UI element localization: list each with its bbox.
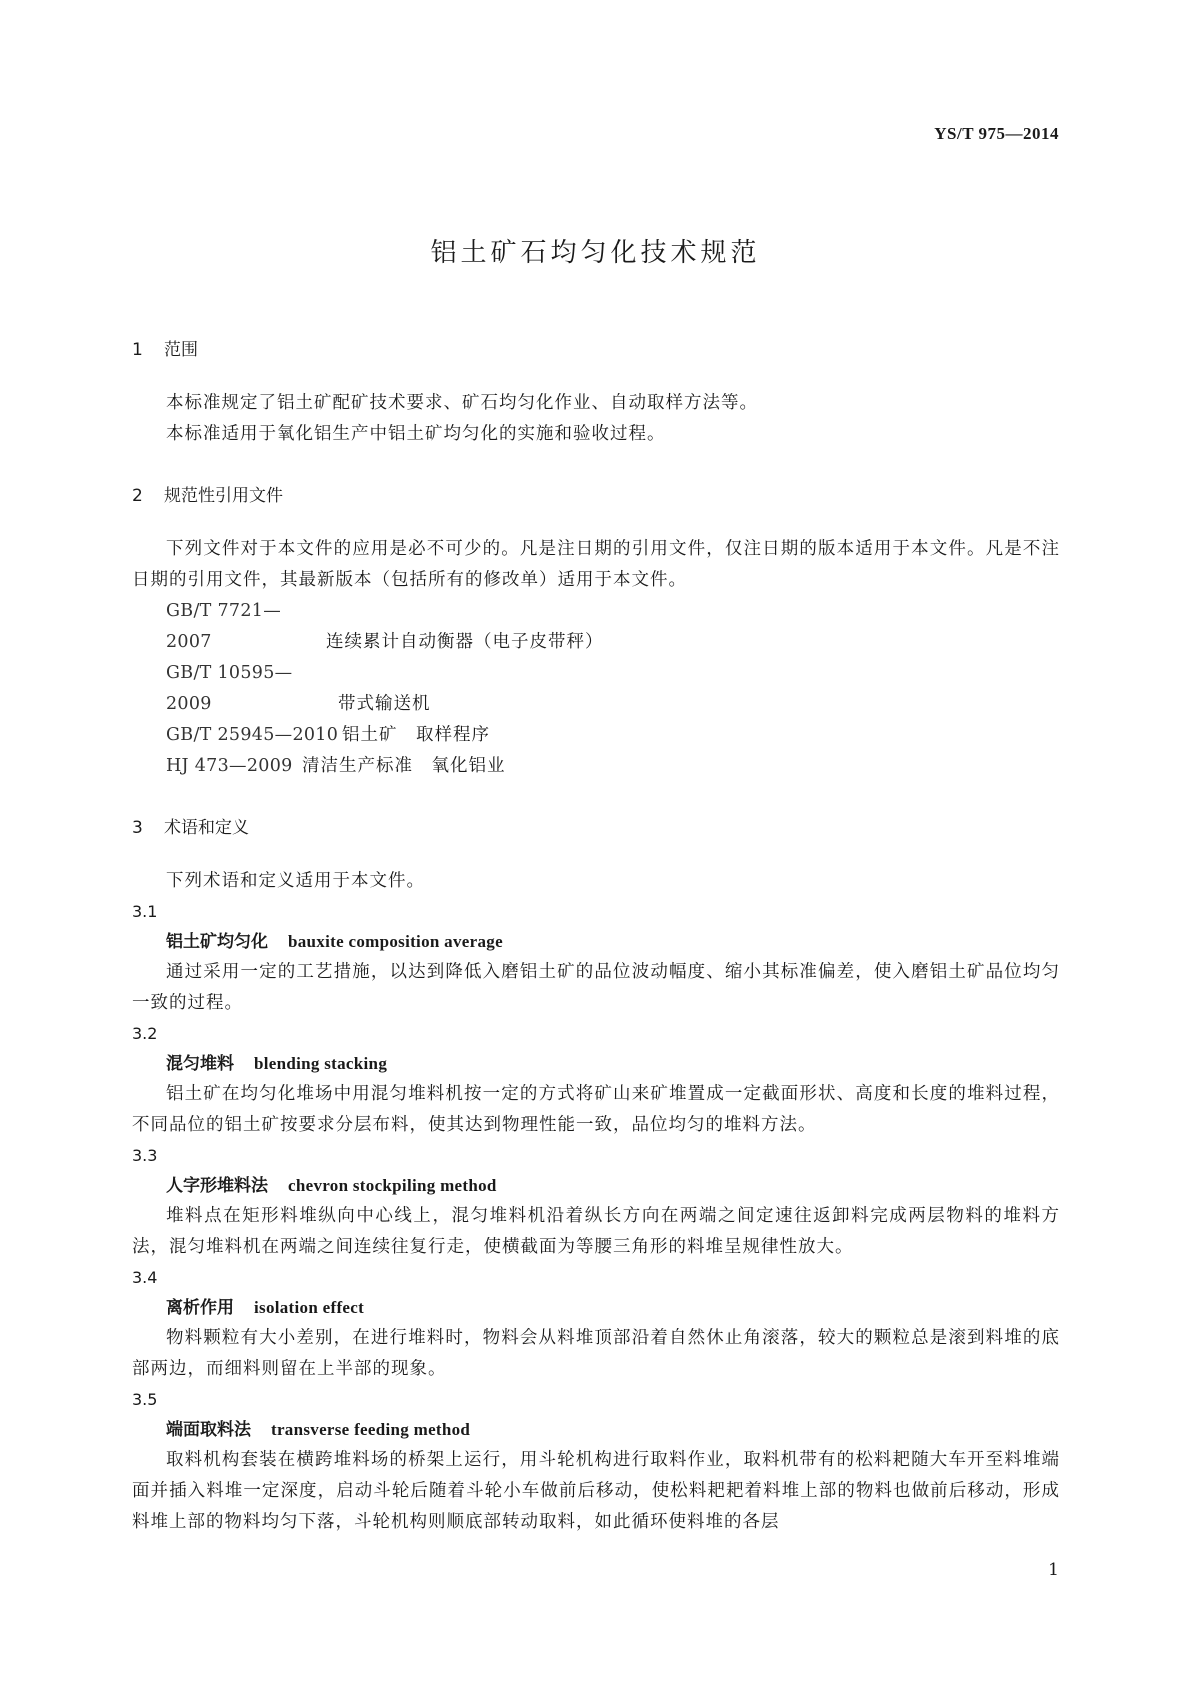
term-number: 3.3 bbox=[132, 1146, 158, 1165]
term-english-name: chevron stockpiling method bbox=[288, 1176, 497, 1195]
reference-code: GB/T 7721—2007 bbox=[166, 601, 282, 652]
term-title bbox=[132, 1415, 1060, 1445]
term-chinese-name: 铝土矿均匀化 bbox=[166, 932, 268, 952]
term-number: 3.4 bbox=[132, 1268, 158, 1287]
reference-item bbox=[132, 658, 1060, 720]
term-title bbox=[132, 927, 1060, 957]
term-number: 3.1 bbox=[132, 902, 158, 921]
reference-name: 带式输送机 bbox=[338, 694, 431, 714]
term-chinese-name: 离析作用 bbox=[166, 1298, 234, 1318]
term-english-name: blending stacking bbox=[254, 1054, 388, 1073]
term-chinese-name: 混匀堆料 bbox=[166, 1054, 234, 1074]
section-title: 术语和定义 bbox=[164, 818, 249, 838]
reference-name: 连续累计自动衡器（电子皮带秤） bbox=[326, 632, 604, 652]
reference-code: HJ 473—2009 bbox=[166, 756, 293, 776]
section-heading-normative-references bbox=[132, 480, 1060, 512]
paragraph: 下列文件对于本文件的应用是必不可少的。凡是注日期的引用文件，仅注日期的版本适用于本文件。凡是不注日期的引用文件，其最新版本（包括所有的修改单）适用于本文件。 bbox=[132, 539, 1060, 590]
reference-item bbox=[132, 720, 1060, 751]
section-number: 3 bbox=[132, 818, 143, 838]
reference-code: GB/T 10595—2009 bbox=[166, 663, 293, 714]
section-heading-terms-definitions bbox=[132, 812, 1060, 844]
term-chinese-name: 人字形堆料法 bbox=[166, 1176, 268, 1196]
term-title bbox=[132, 1049, 1060, 1079]
term-definition: 物料颗粒有大小差别，在进行堆料时，物料会从料堆顶部沿着自然休止角滚落，较大的颗粒总是滚到料堆的底部两边，而细料则留在上半部的现象。 bbox=[132, 1328, 1060, 1379]
term-title bbox=[132, 1171, 1060, 1201]
document-body bbox=[132, 334, 1060, 1538]
term-number: 3.2 bbox=[132, 1024, 158, 1043]
reference-item bbox=[132, 751, 1060, 782]
term-title bbox=[132, 1293, 1060, 1323]
paragraph: 下列术语和定义适用于本文件。 bbox=[166, 871, 425, 891]
reference-name: 铝土矿 取样程序 bbox=[342, 725, 490, 745]
paragraph: 本标准规定了铝土矿配矿技术要求、矿石均匀化作业、自动取样方法等。 bbox=[166, 393, 758, 413]
section-heading-scope bbox=[132, 334, 1060, 366]
term-english-name: bauxite composition average bbox=[288, 932, 503, 951]
reference-name: 清洁生产标准 氧化铝业 bbox=[302, 756, 506, 776]
term-definition: 通过采用一定的工艺措施，以达到降低入磨铝土矿的品位波动幅度、缩小其标准偏差，使入磨铝土矿品位均匀一致的过程。 bbox=[132, 962, 1060, 1013]
term-definition: 铝土矿在均匀化堆场中用混匀堆料机按一定的方式将矿山来矿堆置成一定截面形状、高度和长度的堆料过程，不同品位的铝土矿按要求分层布料，使其达到物理性能一致，品位均匀的堆料方法。 bbox=[132, 1084, 1060, 1135]
term-number: 3.5 bbox=[132, 1390, 158, 1409]
term-definition: 堆料点在矩形料堆纵向中心线上，混匀堆料机沿着纵长方向在两端之间定速往返卸料完成两层物料的堆料方法，混匀堆料机在两端之间连续往复行走，使横截面为等腰三角形的料堆呈规律性放大。 bbox=[132, 1206, 1060, 1257]
paragraph: 本标准适用于氧化铝生产中铝土矿均匀化的实施和验收过程。 bbox=[166, 424, 666, 444]
term-definition: 取料机构套装在横跨堆料场的桥架上运行，用斗轮机构进行取料作业，取料机带有的松料耙随大车开至料堆端面并插入料堆一定深度，启动斗轮后随着斗轮小车做前后移动，使松料耙耙着料堆上部的物料也做前后移动，形成料堆上部的物料均匀下落，斗轮机构则顺底部转动取料，如此循环使料堆的各层 bbox=[132, 1450, 1060, 1532]
term-english-name: isolation effect bbox=[254, 1298, 365, 1317]
page-number: 1 bbox=[1048, 1560, 1059, 1580]
document-title: 铝土矿石均匀化技术规范 bbox=[430, 238, 761, 268]
reference-code: GB/T 25945—2010 bbox=[166, 725, 339, 745]
term-chinese-name: 端面取料法 bbox=[166, 1420, 251, 1440]
standard-number: YS/T 975—2014 bbox=[934, 124, 1059, 143]
section-number: 2 bbox=[132, 486, 143, 506]
section-title: 范围 bbox=[164, 340, 198, 360]
term-english-name: transverse feeding method bbox=[271, 1420, 471, 1439]
reference-item bbox=[132, 596, 1060, 658]
section-title: 规范性引用文件 bbox=[164, 486, 283, 506]
section-number: 1 bbox=[132, 340, 143, 360]
